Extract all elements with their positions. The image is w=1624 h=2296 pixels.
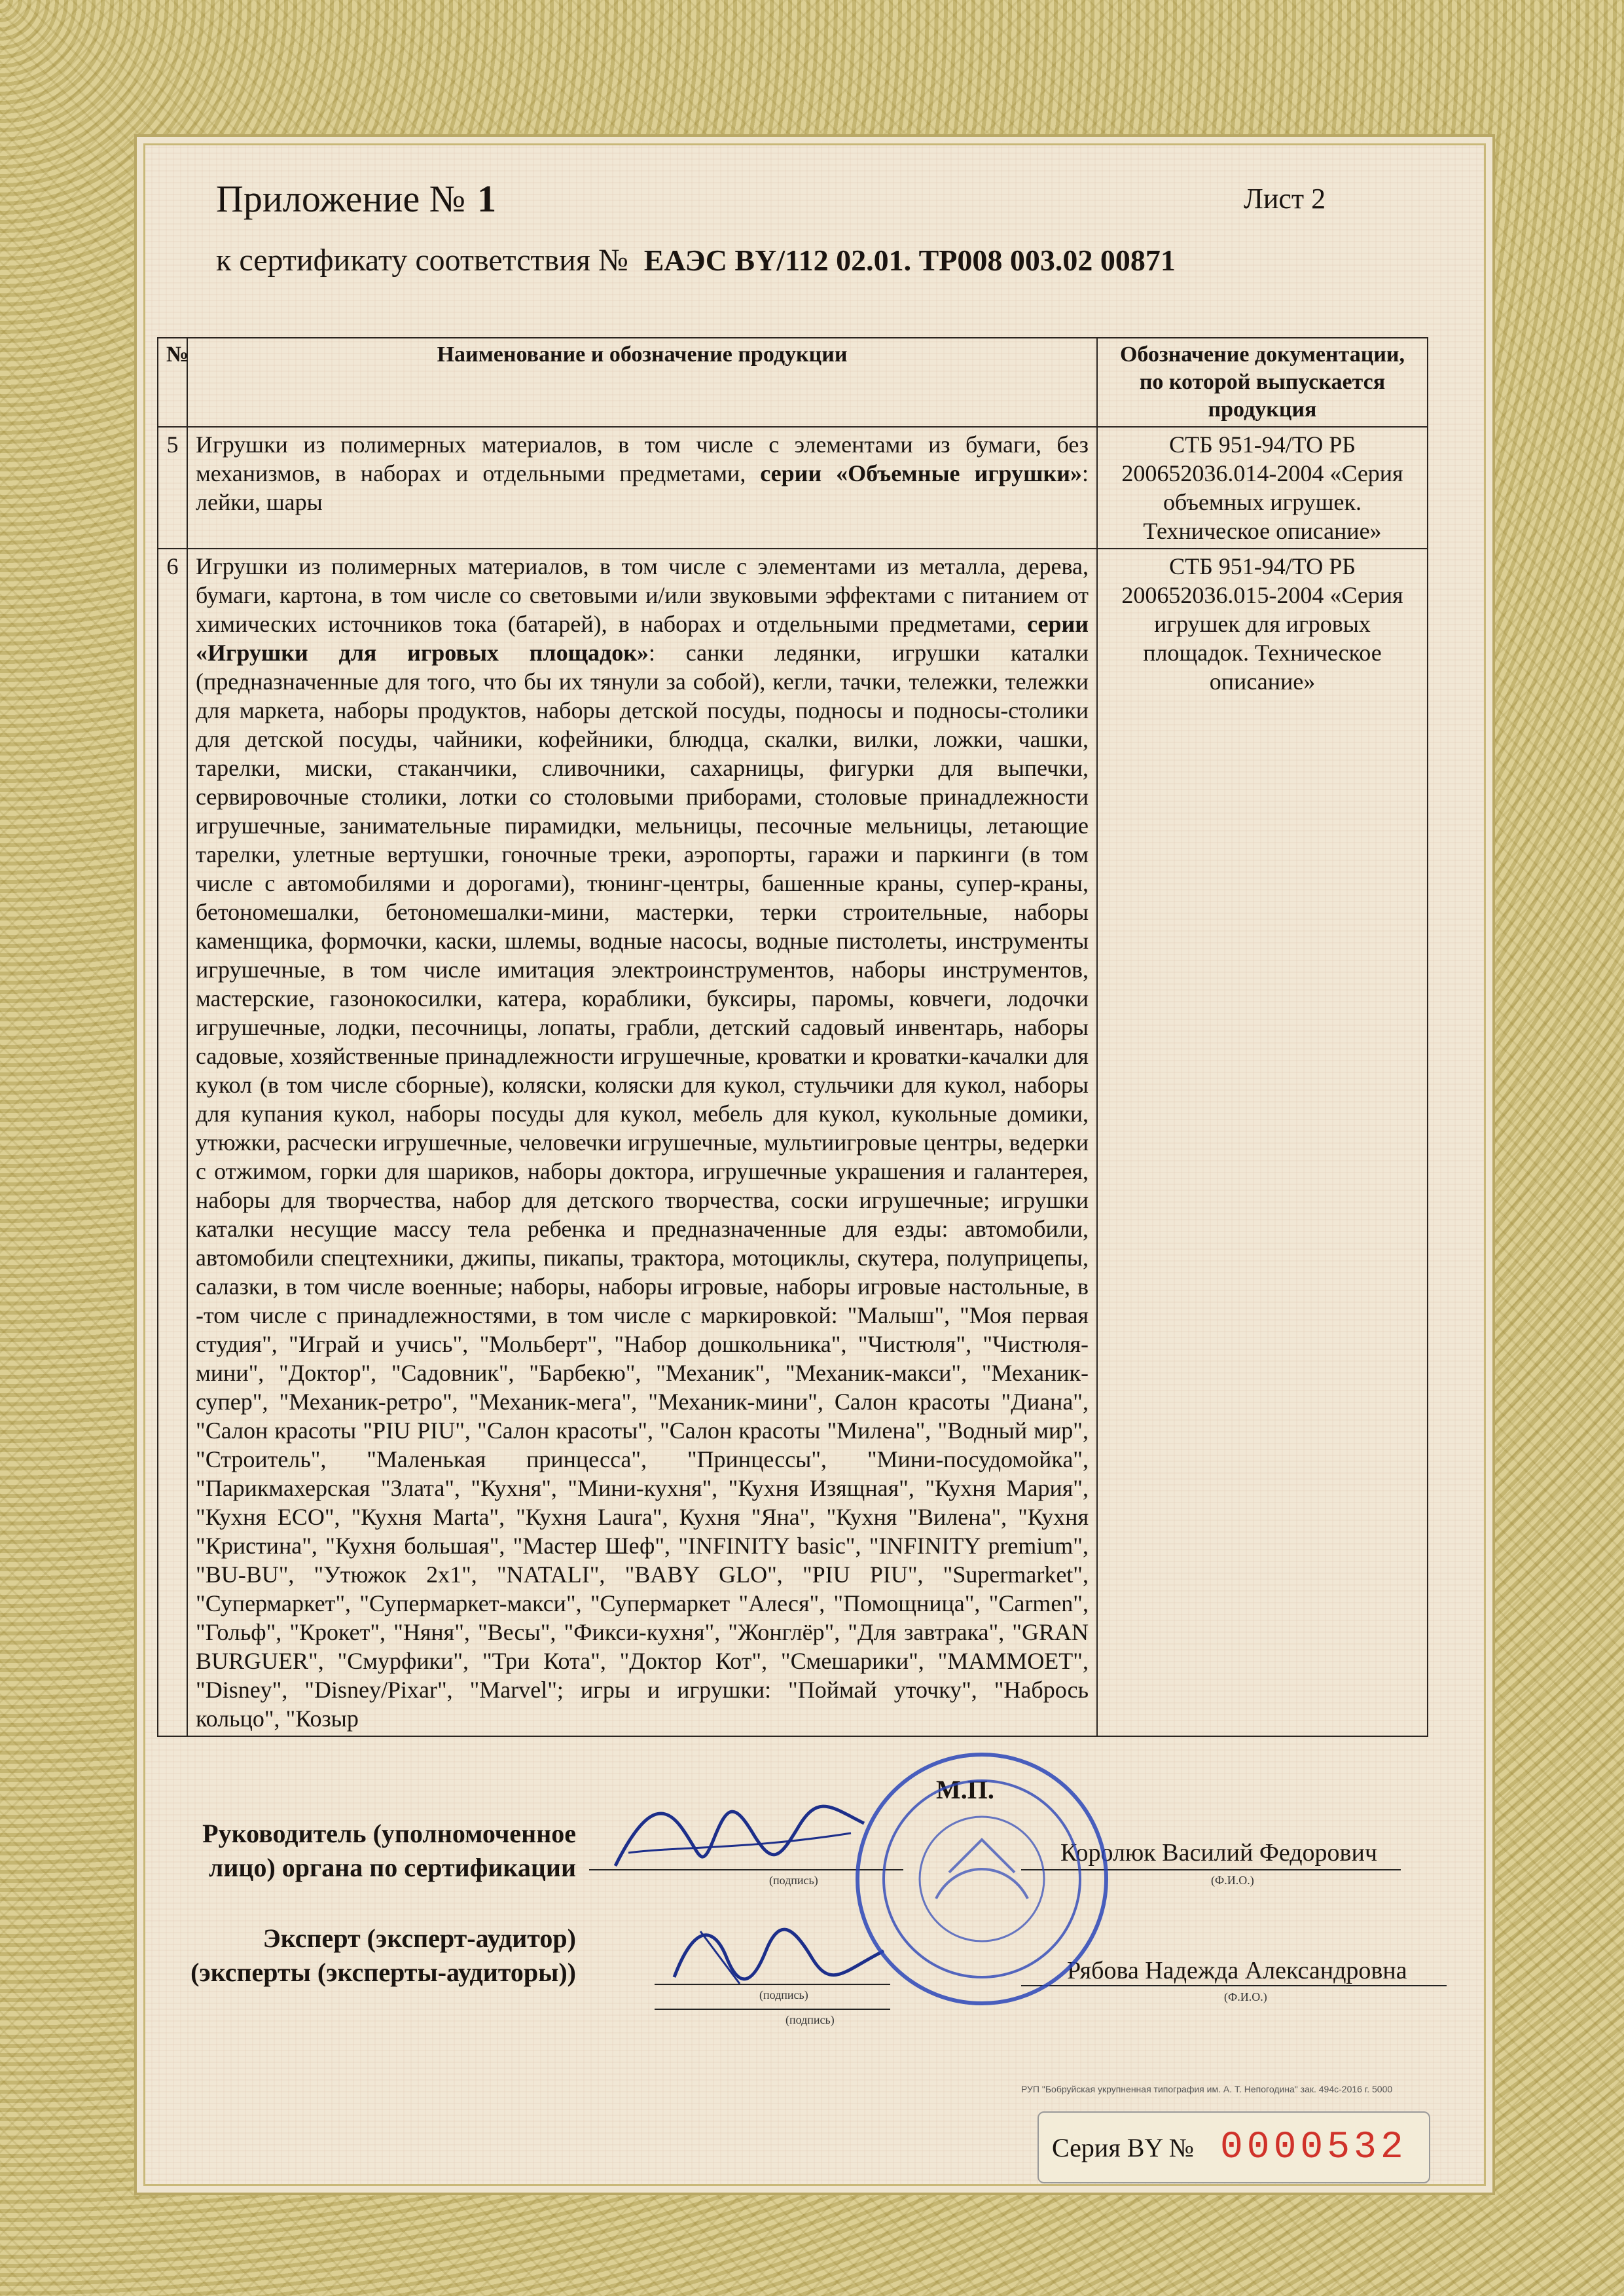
expert-fio-caption: (Ф.И.О.) (1224, 1990, 1267, 2003)
expert-label: Эксперт (эксперт-аудитор) (эксперты (эксперты-аудиторы)) (190, 1923, 576, 1987)
head-label: Руководитель (уполномоченное лицо) органа по сертификации (202, 1819, 576, 1882)
header-name: Наименование и обозначение продукции (187, 338, 1097, 427)
cert-prefix: к сертификату соответствия № (216, 243, 628, 278)
name-text: Игрушки из полимерных материалов, в том числе с элементами из металла, дерева, бумаги, картона, в том числе со световыми и/или звуковыми эффектами с питанием от химических источников тока (батарей), в наборах и отдельными предметами, (196, 553, 1089, 637)
series-name: серии «Игрушки для игровых площадок» (196, 611, 1089, 666)
table-header-row (158, 338, 1428, 427)
row-documentation: СТБ 951-94/ТО РБ 200652036.014-2004 «Серия объемных игрушек. Техническое описание» (1097, 427, 1428, 549)
annex-number: 1 (477, 177, 497, 220)
certificate-reference (216, 242, 1176, 278)
series-number: 0000532 (1219, 2126, 1407, 2169)
head-signature (602, 1787, 877, 1886)
expert-sign-caption-2: (подпись) (785, 2013, 835, 2026)
row-product-name (187, 427, 1097, 549)
row-product-name (187, 549, 1097, 1736)
sheet-number: Лист 2 (1244, 183, 1326, 215)
products-table (157, 337, 1428, 1737)
name-text-end: : санки ледянки, игрушки каталки (предназначенные для того, что бы их тянули за собой), кегли, тачки, тележки, тележки для маркета, наборы продуктов, наборы детской посуды, подносы и подносы-столики для детской посуды, чайники, кофейники, блюдца, скалки, вилки, ложки, чашки, тарелки, миски, стаканчики, сливочники, сахарницы, фигурки для выпечки, сервировочные столики, лотки со столовыми приборами, столовые принадлежности игрушечные, занимательные пирамидки, мельницы, песочные мельницы, летающие тарелки, улетные вертушки, гоночные треки, аэропорты, гаражи и паркинги (в том числе с автомобилями и дорогами), тюнинг-центры, башенные краны, супер-краны, бетономешалки, бетономешалки-мини, мастерки, терки строительные, наборы каменщика, формочки, каски, шлемы, водные насосы, водные пистолеты, инструменты игрушечные, в том числе имитация электроинструментов, наборы инструментов, мастерские, газонокосилки, катера, кораблики, буксиры, паромы, ковчеги, лодочки игрушечные, лодки, песочницы, лопаты, грабли, детский садовый инвентарь, наборы садовые, хозяйственные принадлежности игрушечные, кроватки и кроватки-качалки для кукол (в том числе сборные), коляски, коляски для кукол, стульчики для кукол, наборы для купания кукол, наборы посуды для кукол, мебель для кукол, кукольные домики, утюжки, расчески игрушечные, человечки игрушечные, мультиигровые центры, ведерки с отжимом, горки для шариков, наборы доктора, игрушечные украшения и галантерея, наборы для творчества, набор для детского творчества, соски игрушечные; игрушки каталки несущие массу тела ребенка и предназначенные для езды: автомобили, автомобили спецтехники, джипы, пикапы, трактора, мотоциклы, скутера, полуприцепы, салазки, в том числе военные; наборы, наборы игровые, наборы игровые настольные, в -том числе с принадлежностями, в том числе с маркировкой: "Малыш", "Моя первая студия", "Играй и учись", "Мольберт", "Набор дошкольника", "Чистюля", "Чистюля-мини", "Доктор", "Садовник", "Барбекю", "Механик", "Механик-макси", "Механик-супер", "Механик-ретро", "Механик-мега", "Механик-мини", Салон красоты "Диана", "Салон красоты "PIU PIU", "Салон красоты", "Салон красоты "Милена", "Водный мир", "Строитель", "Маленькая принцесса", "Принцессы", "Мини-посудомойка", "Парикмахерская "Злата", "Кухня", "Мини-кухня", "Кухня Изящная", "Кухня Мария", "Кухня ECO", "Кухня Marta", "Кухня Laura", Кухня "Яна", "Кухня "Вилена", "Кухня "Кристина", "Кухня большая", "Мастер Шеф", "INFINITY basic", "INFINITY premium", "BU-BU", "Утюжок 2х1", "NATALI", "BABY GLO", "PIU PIU", "Supermarket", "Супермаркет", "Супермаркет-макси", "Супермаркет "Алеся", "Помощница", "Carmen", "Гольф", "Крокет", "Няня", "Весы", "Фикси-кухня", "Жонглёр", "Для завтрака", "GRAN BURGUER", "Смурфики", "Три Кота", "Доктор Кот", "Смешарики", "MAMMOET", "Disney", "Disney/Pixar", "Marvel"; игры и игрушки: "Поймай уточку", "Набрось кольцо", "Козыр (196, 640, 1089, 1732)
certificate-number: ЕАЭС BY/112 02.01. ТР008 003.02 00871 (643, 244, 1176, 277)
printer-note: РУП "Бобруйская укрупненная типография им. А. Т. Непогодина" зак. 494с-2016 г. 5000 (1021, 2084, 1393, 2094)
row-num: 6 (158, 549, 187, 1736)
row-documentation: СТБ 951-94/ТО РБ 200652036.015-2004 «Серия игрушек для игровых площадок. Техническое описание» (1097, 549, 1428, 1736)
expert-sign-caption-1: (подпись) (759, 1988, 808, 2001)
annex-title (216, 177, 496, 221)
annex-label: Приложение № (216, 177, 466, 220)
table-row (158, 427, 1428, 549)
head-name: Королюк Василий Федорович (1060, 1839, 1377, 1867)
series-name: серии «Объемные игрушки» (760, 460, 1082, 486)
name-text: Игрушки из полимерных материалов, в том числе с элементами из бумаги, без механизмов, в наборах и отдельными предметами, (196, 431, 1089, 486)
name-text-end: : лейки, шары (196, 460, 1089, 515)
row-num: 5 (158, 427, 187, 549)
head-sign-caption: (подпись) (769, 1874, 818, 1887)
expert-name: Рябова Надежда Александровна (1067, 1957, 1407, 1984)
header-num: № (158, 338, 187, 427)
table-row (158, 549, 1428, 1736)
head-fio-caption: (Ф.И.О.) (1211, 1874, 1254, 1887)
seal-place-label: М.П. (936, 1775, 994, 1804)
header-doc: Обозначение документации, по которой выпускается продукция (1097, 338, 1428, 427)
series-box (1038, 2111, 1430, 2183)
series-label: Серия BY № (1052, 2132, 1194, 2162)
official-seal (851, 1741, 1113, 2016)
